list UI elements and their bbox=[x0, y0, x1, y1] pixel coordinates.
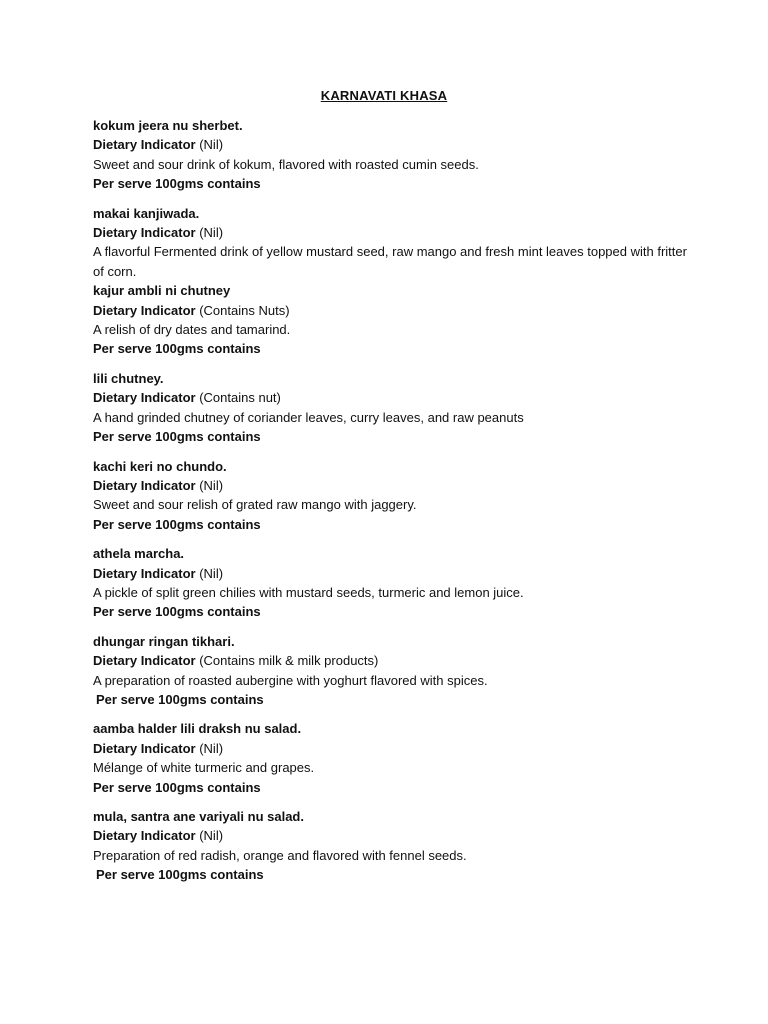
dietary-indicator bbox=[93, 826, 693, 845]
item-name: kajur ambli ni chutney bbox=[93, 283, 231, 299]
item-name: mula, santra ane variyali nu salad. bbox=[93, 809, 304, 824]
dietary-label: Dietary Indicator bbox=[93, 828, 196, 844]
dietary-label: Dietary Indicator bbox=[93, 477, 196, 493]
dietary-label: Dietary Indicator bbox=[93, 390, 196, 406]
item-name: kokum jeera nu sherbet. bbox=[93, 118, 243, 133]
menu-item bbox=[93, 204, 693, 282]
dietary-indicator bbox=[93, 135, 693, 154]
dietary-value: (Nil) bbox=[199, 828, 224, 844]
item-description: A flavorful Fermented drink of yellow mustard seed, raw mango and fresh mint leaves topped with fritter of corn. bbox=[93, 244, 687, 279]
item-name: lili chutney. bbox=[93, 370, 164, 386]
item-description: A pickle of split green chilies with mustard seeds, turmeric and lemon juice. bbox=[93, 584, 524, 600]
dietary-indicator bbox=[93, 564, 693, 583]
serve-info: Per serve 100gms contains bbox=[93, 516, 261, 532]
serve-info: Per serve 100gms contains bbox=[96, 691, 264, 707]
serve-info: Per serve 100gms contains bbox=[93, 341, 261, 357]
dietary-label: Dietary Indicator bbox=[93, 565, 196, 581]
menu-item bbox=[93, 281, 693, 359]
dietary-label: Dietary Indicator bbox=[93, 740, 196, 756]
menu-item bbox=[93, 807, 693, 885]
item-description: Mélange of white turmeric and grapes. bbox=[93, 760, 315, 776]
item-description: A relish of dry dates and tamarind. bbox=[93, 322, 291, 338]
item-description: A preparation of roasted aubergine with yoghurt flavored with spices. bbox=[93, 672, 488, 688]
item-description: A hand grinded chutney of coriander leaves, curry leaves, and raw peanuts bbox=[93, 409, 524, 425]
dietary-value: (Nil) bbox=[199, 740, 224, 756]
serve-info: Per serve 100gms contains bbox=[93, 176, 261, 192]
serve-info: Per serve 100gms contains bbox=[93, 779, 261, 795]
dietary-label: Dietary Indicator bbox=[93, 225, 196, 241]
dietary-indicator bbox=[93, 476, 693, 495]
page-title: KARNAVATI KHASA bbox=[320, 88, 448, 103]
item-description: Sweet and sour relish of grated raw mango with jaggery. bbox=[93, 497, 417, 513]
menu-item bbox=[93, 457, 693, 535]
dietary-indicator bbox=[93, 223, 693, 242]
serve-info: Per serve 100gms contains bbox=[93, 604, 261, 620]
menu-item bbox=[93, 369, 693, 447]
menu-item bbox=[93, 632, 693, 710]
item-name: athela marcha. bbox=[93, 546, 185, 562]
dietary-label: Dietary Indicator bbox=[93, 653, 196, 669]
dietary-indicator bbox=[93, 301, 693, 320]
item-name: makai kanjiwada. bbox=[93, 205, 200, 221]
dietary-label: Dietary Indicator bbox=[93, 137, 196, 153]
dietary-value: (Nil) bbox=[199, 477, 224, 493]
serve-info: Per serve 100gms contains bbox=[93, 429, 261, 445]
menu-item bbox=[93, 116, 693, 194]
item-name: dhungar ringan tikhari. bbox=[93, 633, 235, 649]
dietary-indicator bbox=[93, 388, 693, 407]
dietary-value: (Contains milk & milk products) bbox=[199, 653, 379, 669]
menu-item bbox=[93, 719, 693, 797]
dietary-label: Dietary Indicator bbox=[93, 302, 196, 318]
dietary-value: (Nil) bbox=[199, 137, 224, 153]
dietary-value: (Nil) bbox=[199, 565, 224, 581]
menu-list bbox=[93, 116, 693, 885]
dietary-indicator bbox=[93, 739, 693, 758]
dietary-value: (Nil) bbox=[199, 225, 224, 241]
dietary-value: (Contains nut) bbox=[199, 390, 281, 406]
item-description: Sweet and sour drink of kokum, flavored with roasted cumin seeds. bbox=[93, 156, 479, 172]
serve-info: Per serve 100gms contains bbox=[96, 867, 264, 883]
dietary-value: (Contains Nuts) bbox=[199, 302, 290, 318]
menu-item bbox=[93, 544, 693, 622]
item-description: Preparation of red radish, orange and flavored with fennel seeds. bbox=[93, 847, 467, 863]
item-name: kachi keri no chundo. bbox=[93, 458, 227, 474]
dietary-indicator bbox=[93, 651, 693, 670]
item-name: aamba halder lili draksh nu salad. bbox=[93, 721, 302, 737]
